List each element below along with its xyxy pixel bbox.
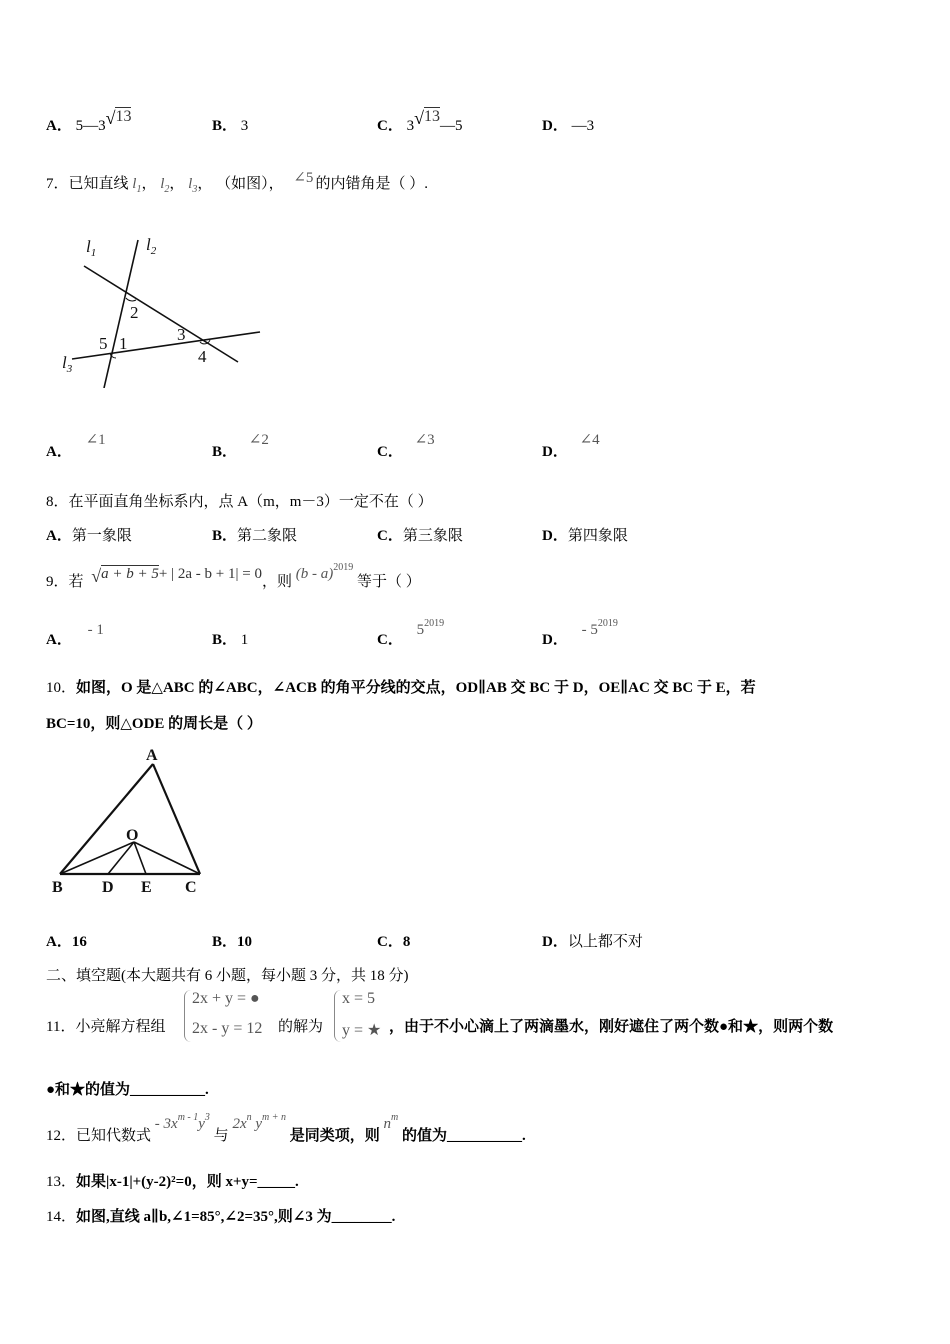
option-value: ∠4 [579,432,600,448]
option-value: 8 [402,934,411,950]
option-label: B． [212,528,238,544]
label-angle-1: 1 [119,334,128,353]
q7-option-b [212,432,269,461]
option-label: A． [46,444,72,460]
expr2: $2x^n$ $y^{m + n}$ [232,1112,287,1132]
stem-text: BC=10，则△ODE 的周长是（ ） [46,716,262,732]
line-l3: $l_3$ [188,176,198,195]
q7-stem: 7．已知直线 $l_1$， $l_2$， $l_3$， （如图）， ∠5 的内错角是（ ）. [46,170,428,195]
power-base: (b - a) [295,566,334,582]
q14-stem [46,1205,395,1226]
label-angle-4: 4 [198,347,207,366]
label-c: C [185,879,197,896]
power-base: - 5 [581,622,598,638]
option-value: 10 [237,934,253,950]
section-2-title: 二、填空题(本大题共有 6 小题，每小题 3 分，共 18 分) [46,968,409,984]
q6-option-d [542,114,594,135]
option-value: 1 [240,632,249,648]
option-label: C． [377,632,403,648]
option-label: C． [377,444,403,460]
expr1: - $3x^{m - 1}y^3$ [154,1112,210,1132]
expression: + | 2a - b + 1| = 0 [158,566,262,582]
label-l3: $l_3$ [62,353,73,375]
option-label: D． [542,444,568,460]
option-label: A． [46,528,72,544]
stem-text: 的值为__________. [402,1128,526,1144]
stem-text: 已知直线 [68,176,129,192]
stem-text: 的内错角是（ ）. [315,176,428,192]
q11-line2: ●和★的值为__________. [46,1082,209,1098]
q9-stem [46,562,421,591]
label-l1: $l_1$ [86,237,97,259]
q10-stem-line2 [46,712,262,733]
stem-text: 在平面直角坐标系内，点 A（m，m－3）一定不在（ ） [68,494,433,510]
option-label: D． [542,528,568,544]
q9-option-a [46,622,104,649]
option-value: ∠2 [248,432,269,448]
label-angle-2: 2 [130,303,139,322]
q13-stem [46,1170,299,1191]
q11-sol2: y = ★ [342,1022,382,1039]
option-label: C． [377,528,403,544]
q9-option-b [212,628,248,649]
q6-option-b [212,114,248,135]
question-number: 12． [46,1128,77,1144]
option-value: ∠1 [85,432,106,448]
question-number: 10． [46,680,77,696]
q6-option-c [377,108,463,135]
q11-eq1: 2x + y = ● [192,990,260,1007]
expr3: $n^m$ [383,1112,399,1132]
option-label: D． [542,934,568,950]
stem-text: （如图）， [216,176,284,192]
q8-option-c [377,524,463,545]
q8-option-a [46,524,132,545]
option-value: 16 [71,934,87,950]
stem-text: 小亮解方程组 [75,1019,166,1035]
question-number: 7． [46,176,69,192]
stem-text: ，则 [261,574,292,590]
option-label: D． [542,118,568,134]
q11-system-brace [184,990,191,1042]
option-label: C． [377,934,403,950]
q10-option-b [212,930,252,951]
q10-option-c [377,930,410,951]
power-exp: 2019 [597,618,618,629]
sqrt-sign: √ [414,108,424,128]
option-text: —3 [571,118,595,134]
stem-text: 已知代数式 [76,1128,152,1144]
stem-text: 与 [213,1128,229,1144]
stem-text: 是同类项，则 [289,1128,380,1144]
side-ac [153,764,200,874]
label-o: O [126,827,139,844]
option-label: A． [46,934,72,950]
q10-stem-line1 [46,676,756,697]
stem-text: 如果|x-1|+(y-2)²=0，则 x+y=_____. [76,1174,299,1190]
option-value: 第二象限 [237,528,298,544]
question-number: 9． [46,574,69,590]
option-value: 第一象限 [71,528,132,544]
q6-option-a [46,108,132,135]
q11-stem-post: ，由于不小心滴上了两滴墨水，刚好遮住了两个数●和★，则两个数 [389,1019,834,1035]
q11-solution-brace [334,990,341,1042]
label-angle-3: 3 [177,325,186,344]
option-label: B． [212,632,238,648]
line-l2: $l_2$ [160,176,170,195]
option-label: C． [377,118,403,134]
question-number: 13． [46,1174,77,1190]
option-label: A． [46,118,72,134]
label-l2: $l_2$ [146,235,157,257]
option-label: A． [46,632,72,648]
question-number: 14． [46,1209,77,1225]
option-label: B． [212,444,238,460]
power-exp: 2019 [424,618,445,629]
q8-stem [46,490,433,511]
option-text-post: —5 [439,118,463,134]
option-text: 5—3 [75,118,106,134]
radicand: a + b + 5 [101,566,159,582]
q10-figure [46,742,216,900]
label-d: D [102,879,114,896]
sqrt-sign: √ [105,108,116,128]
option-label: D． [542,632,568,648]
option-value: - 1 [87,622,104,638]
label-b: B [52,879,63,896]
option-label: B． [212,934,238,950]
power-base: 5 [416,622,425,638]
sqrt-sign: √ [91,566,102,586]
stem-text: 如图，O 是△ABC 的∠ABC，∠ACB 的角平分线的交点，OD∥AB 交 BC 于 D，OE∥AC 交 BC 于 E，若 [76,680,756,696]
q9-option-c [377,618,445,649]
radicand: 13 [115,108,132,125]
stem-text: 等于（ ） [356,574,421,590]
angle-5: ∠5 [293,170,314,186]
q7-option-c [377,432,435,461]
question-number: 11． [46,1019,76,1035]
q12-stem [46,1112,526,1145]
question-number: 8． [46,494,69,510]
q10-option-a [46,930,87,951]
label-a: A [146,747,158,764]
segment-ob [60,842,134,874]
q9-option-d [542,618,618,649]
option-text: 3 [240,118,249,134]
q11-stem-pre [46,1015,165,1036]
q8-option-d [542,524,628,545]
q7-option-d [542,432,600,461]
option-text: 3 [406,118,415,134]
radicand: 13 [423,108,440,125]
stem-text: 若 [68,574,84,590]
option-value: 第三象限 [402,528,463,544]
q7-figure [50,228,270,388]
q11-stem-mid: 的解为 [278,1019,324,1035]
q11-eq2: 2x - y = 12 [192,1020,263,1037]
q8-option-b [212,524,297,545]
q10-option-d [542,930,643,951]
q11-sol1: x = 5 [342,990,376,1007]
option-value: ∠3 [414,432,435,448]
q7-option-a [46,432,106,461]
stem-text: 如图,直线 a∥b,∠1=85°,∠2=35°,则∠3 为________. [76,1209,396,1225]
line-l1: $l_1$ [132,176,142,195]
label-angle-5: 5 [99,334,108,353]
option-label: B． [212,118,238,134]
label-e: E [141,879,152,896]
power-exp: 2019 [333,562,354,573]
option-value: 以上都不对 [567,934,643,950]
option-value: 第四象限 [567,528,628,544]
